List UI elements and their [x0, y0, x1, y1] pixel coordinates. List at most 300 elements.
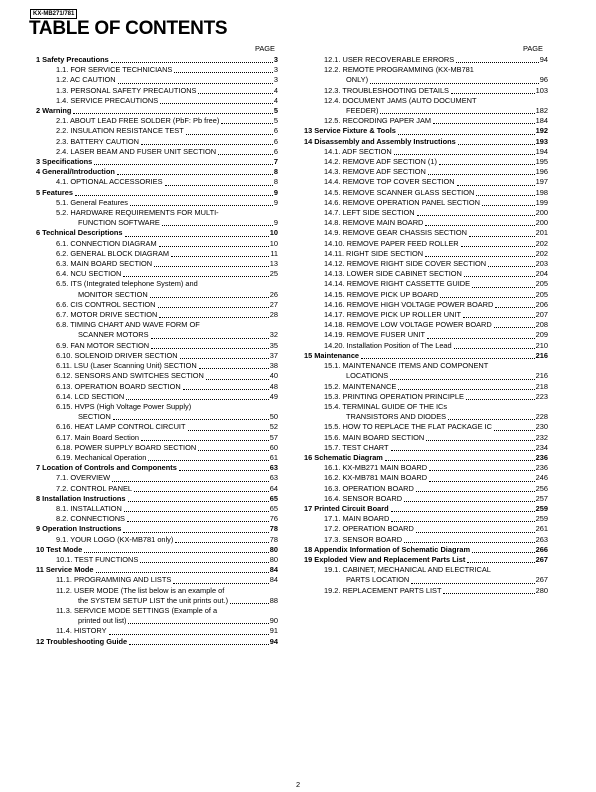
toc-entry-title: 6.15. HVPS (High Voltage Power Supply) — [56, 401, 192, 411]
toc-subsection-entry[interactable] — [36, 616, 278, 626]
toc-leader-dots — [165, 185, 273, 186]
page-column-header-right: PAGE — [523, 44, 543, 53]
toc-entry-title: 14.7. LEFT SIDE SECTION — [324, 208, 415, 218]
toc-subsection-entry[interactable] — [36, 147, 278, 157]
toc-page-number: 38 — [269, 361, 278, 371]
toc-subsection-entry[interactable] — [304, 422, 548, 432]
toc-entry-title: 12.1. USER RECOVERABLE ERRORS — [324, 55, 455, 64]
toc-page-number: 200 — [535, 218, 548, 228]
toc-section-entry[interactable] — [36, 188, 278, 198]
toc-entry-title: 19.1. CABINET, MECHANICAL AND ELECTRICAL — [324, 565, 491, 575]
toc-leader-dots — [221, 123, 273, 124]
toc-subsection-entry[interactable] — [36, 382, 278, 392]
toc-entry-title: 16 Schematic Diagram — [304, 452, 383, 462]
toc-page-number: 7 — [273, 157, 278, 167]
toc-section-entry[interactable] — [36, 167, 278, 177]
toc-entry-title: 15.1. MAINTENANCE ITEMS AND COMPONENT — [324, 361, 489, 371]
toc-entry-title: MONITOR SECTION — [78, 289, 148, 299]
toc-subsection-entry[interactable] — [304, 484, 548, 494]
toc-subsection-entry[interactable] — [36, 320, 278, 330]
toc-subsection-entry[interactable] — [36, 116, 278, 126]
toc-entry-title: 7.1. OVERVIEW — [56, 473, 111, 483]
toc-subsection-entry[interactable] — [304, 443, 548, 453]
toc-subsection-entry[interactable] — [36, 555, 278, 565]
toc-subsection-entry[interactable] — [36, 351, 278, 361]
toc-subsection-entry[interactable] — [304, 188, 548, 198]
toc-entry-title: 6.18. POWER SUPPLY BOARD SECTION — [56, 442, 197, 452]
toc-entry-title: 6.4. NCU SECTION — [56, 269, 122, 279]
toc-subsection-entry[interactable] — [304, 524, 548, 534]
toc-leader-dots — [416, 532, 535, 533]
toc-leader-dots — [183, 389, 269, 390]
toc-leader-dots — [448, 419, 535, 420]
toc-page-number: 182 — [535, 106, 548, 116]
toc-subsection-entry[interactable] — [304, 361, 548, 371]
toc-leader-dots — [175, 542, 268, 543]
toc-section-entry[interactable] — [36, 545, 278, 555]
toc-subsection-entry[interactable] — [304, 473, 548, 483]
toc-subsection-entry[interactable] — [304, 259, 548, 269]
toc-subsection-entry[interactable] — [304, 402, 548, 412]
toc-entry-title: 9.1. YOUR LOGO (KX-MB781 only) — [56, 534, 174, 544]
toc-leader-dots — [112, 481, 269, 482]
toc-leader-dots — [123, 276, 268, 277]
toc-subsection-entry[interactable] — [36, 484, 278, 494]
toc-page-number: 192 — [535, 126, 548, 136]
toc-subsection-entry[interactable] — [304, 167, 548, 177]
toc-subsection-entry[interactable] — [304, 320, 548, 330]
toc-entry-title: 14.8. REMOVE MAIN BOARD — [324, 218, 424, 228]
toc-subsection-entry[interactable] — [36, 412, 278, 422]
toc-entry-title: 1 Safety Precautions — [36, 55, 109, 64]
toc-entry-title: 14.3. REMOVE ADF SECTION — [324, 167, 426, 177]
toc-subsection-entry[interactable] — [36, 290, 278, 300]
toc-page-number: 80 — [269, 544, 278, 554]
toc-entry-title: 19 Exploded View and Replacement Parts List — [304, 554, 466, 564]
toc-page-number: 64 — [269, 483, 278, 493]
toc-entry-title: 14.6. REMOVE OPERATION PANEL SECTION — [324, 197, 480, 207]
toc-entry-title: 15.2. MAINTENANCE — [324, 381, 397, 391]
toc-page-number: 94 — [539, 55, 548, 64]
toc-subsection-entry[interactable] — [304, 249, 548, 259]
toc-subsection-entry[interactable] — [36, 177, 278, 187]
toc-leader-dots — [124, 511, 269, 512]
toc-page-number: 6 — [273, 146, 278, 156]
toc-subsection-entry[interactable] — [304, 269, 548, 279]
toc-page-number: 218 — [535, 381, 548, 391]
toc-entry-title: the SYSTEM SETUP LIST the unit prints out.) — [78, 595, 229, 605]
toc-entry-title: 11 Service Mode — [36, 565, 94, 575]
toc-page-number: 6 — [273, 126, 278, 136]
toc-leader-dots — [425, 225, 534, 226]
toc-leader-dots — [159, 317, 268, 318]
toc-subsection-entry[interactable] — [36, 596, 278, 606]
toc-subsection-entry[interactable] — [304, 290, 548, 300]
toc-leader-dots — [151, 338, 269, 339]
toc-subsection-entry[interactable] — [36, 269, 278, 279]
toc-page-number: 57 — [269, 432, 278, 442]
toc-subsection-entry[interactable] — [36, 198, 278, 208]
toc-subsection-entry[interactable] — [36, 126, 278, 136]
toc-leader-dots — [440, 297, 534, 298]
toc-subsection-entry[interactable] — [304, 514, 548, 524]
toc-entry-title: 9 Operation Instructions — [36, 524, 122, 534]
toc-leader-dots — [451, 93, 535, 94]
toc-subsection-entry[interactable] — [36, 259, 278, 269]
toc-subsection-entry[interactable] — [36, 208, 278, 218]
toc-subsection-entry[interactable] — [36, 392, 278, 402]
toc-subsection-entry[interactable] — [36, 402, 278, 412]
toc-entry-title: 3 Specifications — [36, 157, 93, 167]
toc-section-entry[interactable] — [304, 351, 548, 361]
toc-subsection-entry[interactable] — [304, 300, 548, 310]
toc-page-number: 194 — [535, 146, 548, 156]
toc-entry-title: 6.13. OPERATION BOARD SECTION — [56, 381, 181, 391]
toc-page-number: 216 — [535, 371, 548, 381]
toc-entry-title: PARTS LOCATION — [346, 575, 410, 585]
toc-entry-title: 6.2. GENERAL BLOCK DIAGRAM — [56, 248, 170, 258]
toc-leader-dots — [123, 532, 268, 533]
toc-entry-title: 14.15. REMOVE PICK UP BOARD — [324, 289, 439, 299]
toc-subsection-entry[interactable] — [304, 494, 548, 504]
page-title: TABLE OF CONTENTS — [29, 18, 228, 39]
toc-section-entry[interactable] — [304, 137, 548, 147]
toc-leader-dots — [180, 358, 269, 359]
toc-page-number: 103 — [535, 85, 548, 95]
toc-subsection-entry[interactable] — [36, 137, 278, 147]
toc-subsection-entry[interactable] — [36, 96, 278, 106]
toc-leader-dots — [426, 440, 534, 441]
toc-subsection-entry[interactable] — [36, 86, 278, 96]
toc-entry-title: 15.6. MAIN BOARD SECTION — [324, 432, 425, 442]
toc-subsection-entry[interactable] — [304, 147, 548, 157]
toc-subsection-entry[interactable] — [304, 106, 548, 116]
toc-subsection-entry[interactable] — [304, 279, 548, 289]
toc-subsection-entry[interactable] — [304, 75, 548, 85]
toc-entry-title: 8 Installation Instructions — [36, 493, 126, 503]
toc-page-number: 232 — [535, 432, 548, 442]
toc-subsection-entry[interactable] — [36, 218, 278, 228]
toc-subsection-entry[interactable] — [304, 116, 548, 126]
toc-leader-dots — [380, 113, 534, 114]
toc-entry-title: 17.3. SENSOR BOARD — [324, 534, 403, 544]
toc-entry-title: 12.3. TROUBLESHOOTING DETAILS — [324, 85, 449, 95]
toc-subsection-entry[interactable] — [36, 504, 278, 514]
toc-page-number: 35 — [269, 340, 278, 350]
toc-leader-dots — [472, 552, 535, 553]
toc-entry-title: 6.7. MOTOR DRIVE SECTION — [56, 310, 158, 320]
toc-subsection-entry[interactable] — [304, 218, 548, 228]
toc-page-number: 90 — [269, 616, 278, 626]
toc-page-number: 266 — [535, 544, 548, 554]
toc-entry-title: 8.2. CONNECTIONS — [56, 514, 125, 524]
page-number: 2 — [295, 780, 301, 789]
toc-section-entry[interactable] — [36, 494, 278, 504]
toc-entry-title: 12.4. DOCUMENT JAMS (AUTO DOCUMENT — [324, 95, 477, 105]
toc-subsection-entry[interactable] — [36, 341, 278, 351]
toc-subsection-entry[interactable] — [304, 535, 548, 545]
toc-leader-dots — [482, 205, 535, 206]
page-column-header-left: PAGE — [255, 44, 275, 53]
toc-subsection-entry[interactable] — [304, 65, 548, 75]
toc-leader-dots — [428, 174, 535, 175]
toc-entry-title: 14.14. REMOVE RIGHT CASSETTE GUIDE — [324, 279, 471, 289]
toc-leader-dots — [84, 552, 268, 553]
toc-subsection-entry[interactable] — [36, 249, 278, 259]
toc-section-entry[interactable] — [304, 453, 548, 463]
toc-page-number: 80 — [269, 554, 278, 564]
toc-leader-dots — [464, 276, 535, 277]
toc-page-number: 261 — [535, 524, 548, 534]
toc-page-number: 256 — [535, 483, 548, 493]
toc-page-number: 205 — [535, 279, 548, 289]
toc-entry-title: SCANNER MOTORS — [78, 330, 149, 340]
toc-entry-title: 14.16. REMOVE HIGH VOLTAGE POWER BOARD — [324, 299, 494, 309]
toc-section-entry[interactable] — [304, 504, 548, 514]
toc-subsection-entry[interactable] — [36, 65, 278, 75]
toc-leader-dots — [454, 348, 535, 349]
toc-subsection-entry[interactable] — [36, 606, 278, 616]
toc-leader-dots — [75, 195, 273, 196]
toc-subsection-entry[interactable] — [36, 422, 278, 432]
toc-subsection-entry[interactable] — [304, 392, 548, 402]
toc-page-number: 195 — [535, 157, 548, 167]
toc-entry-title: 14.4. REMOVE TOP COVER SECTION — [324, 177, 455, 187]
toc-leader-dots — [218, 154, 273, 155]
toc-subsection-entry[interactable] — [304, 86, 548, 96]
toc-section-entry[interactable] — [304, 555, 548, 565]
toc-entry-title: 2.2. INSULATION RESISTANCE TEST — [56, 126, 184, 136]
toc-entry-title: 6.1. CONNECTION DIAGRAM — [56, 238, 157, 248]
toc-page-number: 10 — [269, 238, 278, 248]
toc-page-number: 199 — [535, 197, 548, 207]
toc-subsection-entry[interactable] — [304, 565, 548, 575]
toc-section-entry[interactable] — [36, 228, 278, 238]
toc-page-number: 197 — [535, 177, 548, 187]
toc-page-number: 201 — [535, 228, 548, 238]
toc-leader-dots — [174, 72, 273, 73]
toc-subsection-entry[interactable] — [36, 443, 278, 453]
toc-entry-title: 1.4. SERVICE PRECAUTIONS — [56, 95, 159, 105]
toc-leader-dots — [158, 307, 269, 308]
toc-section-entry[interactable] — [36, 157, 278, 167]
toc-entry-title: 6.16. HEAT LAMP CONTROL CIRCUIT — [56, 422, 186, 432]
toc-page-number: 65 — [269, 493, 278, 503]
toc-subsection-entry[interactable] — [304, 198, 548, 208]
toc-subsection-entry[interactable] — [304, 463, 548, 473]
toc-entry-title: 6.3. MAIN BOARD SECTION — [56, 259, 153, 269]
toc-subsection-entry[interactable] — [36, 330, 278, 340]
toc-subsection-entry[interactable] — [36, 239, 278, 249]
toc-page-number: 28 — [269, 310, 278, 320]
toc-page-number: 236 — [535, 452, 548, 462]
toc-subsection-entry[interactable] — [36, 575, 278, 585]
toc-page-number: 27 — [269, 299, 278, 309]
toc-page-number: 26 — [269, 289, 278, 299]
toc-page-number: 63 — [269, 473, 278, 483]
toc-leader-dots — [171, 256, 269, 257]
toc-subsection-entry[interactable] — [304, 575, 548, 585]
toc-page-number: 78 — [269, 534, 278, 544]
toc-entry-title: 2.3. BATTERY CAUTION — [56, 136, 139, 146]
toc-subsection-entry[interactable] — [36, 535, 278, 545]
toc-page-number: 202 — [535, 248, 548, 258]
toc-subsection-entry[interactable] — [36, 453, 278, 463]
toc-entry-title: 11.1. PROGRAMMING AND LISTS — [56, 575, 172, 585]
toc-entry-title: 14.19. REMOVE FUSER UNIT — [324, 330, 426, 340]
toc-page-number: 223 — [535, 391, 548, 401]
toc-leader-dots — [429, 470, 535, 471]
toc-leader-dots — [140, 562, 268, 563]
toc-entry-title: 19.2. REPLACEMENT PARTS LIST — [324, 585, 442, 595]
toc-entry-title: 7.2. CONTROL PANEL — [56, 483, 132, 493]
toc-subsection-entry[interactable] — [36, 371, 278, 381]
toc-leader-dots — [456, 62, 539, 63]
toc-subsection-entry[interactable] — [304, 341, 548, 351]
toc-subsection-entry[interactable] — [304, 586, 548, 596]
toc-leader-dots — [141, 144, 273, 145]
toc-page-number: 50 — [269, 412, 278, 422]
toc-leader-dots — [128, 501, 269, 502]
toc-subsection-entry[interactable] — [304, 239, 548, 249]
toc-page-number: 65 — [269, 503, 278, 513]
toc-entry-title: 1.2. AC CAUTION — [56, 75, 116, 85]
toc-leader-dots — [391, 511, 535, 512]
toc-page-number: 9 — [273, 218, 278, 228]
toc-page-number: 205 — [535, 289, 548, 299]
toc-entry-title: FEEDER) — [346, 106, 379, 116]
toc-leader-dots — [129, 644, 269, 645]
toc-entry-title: 4.1. OPTIONAL ACCESSORIES — [56, 177, 163, 187]
toc-leader-dots — [151, 348, 269, 349]
toc-subsection-entry[interactable] — [304, 55, 548, 65]
toc-subsection-entry[interactable] — [36, 310, 278, 320]
toc-leader-dots — [186, 134, 273, 135]
toc-page-number: 228 — [535, 412, 548, 422]
toc-subsection-entry[interactable] — [36, 626, 278, 636]
toc-entry-title: 7 Location of Controls and Components — [36, 463, 177, 473]
toc-section-entry[interactable] — [36, 463, 278, 473]
toc-subsection-entry[interactable] — [36, 361, 278, 371]
toc-entry-title: 14.17. REMOVE PICK UP ROLLER UNIT — [324, 310, 462, 320]
toc-page-number: 84 — [269, 565, 278, 575]
toc-entry-title: 6.17. Main Board Section — [56, 432, 139, 442]
toc-subsection-entry[interactable] — [304, 157, 548, 167]
toc-entry-title: 6.19. Mechanical Operation — [56, 452, 147, 462]
toc-page-number: 198 — [535, 187, 548, 197]
toc-leader-dots — [150, 297, 269, 298]
toc-leader-dots — [494, 430, 535, 431]
toc-entry-title: 5.2. HARDWARE REQUIREMENTS FOR MULTI- — [56, 208, 219, 218]
toc-page-number: 210 — [535, 340, 548, 350]
toc-section-entry[interactable] — [36, 637, 278, 647]
toc-subsection-entry[interactable] — [304, 433, 548, 443]
toc-subsection-entry[interactable] — [304, 412, 548, 422]
toc-subsection-entry[interactable] — [36, 279, 278, 289]
toc-subsection-entry[interactable] — [36, 514, 278, 524]
toc-section-entry[interactable] — [304, 545, 548, 555]
toc-subsection-entry[interactable] — [36, 300, 278, 310]
toc-leader-dots — [126, 399, 269, 400]
toc-page-number: 78 — [269, 524, 278, 534]
toc-entry-title: 16.4. SENSOR BOARD — [324, 493, 403, 503]
toc-entry-title: 1.1. FOR SERVICE TECHNICIANS — [56, 65, 173, 75]
toc-entry-title: 2 Warning — [36, 106, 72, 116]
toc-subsection-entry[interactable] — [304, 177, 548, 187]
toc-page-number: 76 — [269, 514, 278, 524]
toc-section-entry[interactable] — [36, 106, 278, 116]
toc-page-number: 209 — [535, 330, 548, 340]
toc-subsection-entry[interactable] — [304, 371, 548, 381]
toc-page-number: 259 — [535, 514, 548, 524]
toc-entry-title: 6.12. SENSORS AND SWITCHES SECTION — [56, 371, 204, 381]
toc-entry-title: 13 Service Fixture & Tools — [304, 126, 396, 136]
toc-leader-dots — [488, 266, 535, 267]
toc-leader-dots — [361, 358, 535, 359]
toc-subsection-entry[interactable] — [304, 208, 548, 218]
toc-subsection-entry[interactable] — [36, 75, 278, 85]
toc-leader-dots — [188, 430, 269, 431]
toc-right-column — [304, 55, 548, 596]
toc-entry-title: 14.13. LOWER SIDE CABINET SECTION — [324, 269, 462, 279]
toc-page-number: 246 — [535, 473, 548, 483]
toc-leader-dots — [128, 623, 268, 624]
toc-section-entry[interactable] — [304, 126, 548, 136]
toc-page-number: 9 — [273, 197, 278, 207]
toc-page-number: 84 — [269, 575, 278, 585]
model-label: KX-MB271/781 — [30, 9, 77, 19]
toc-subsection-entry[interactable] — [304, 228, 548, 238]
toc-subsection-entry[interactable] — [36, 473, 278, 483]
toc-page-number: 8 — [273, 177, 278, 187]
toc-page-number: 52 — [269, 422, 278, 432]
toc-section-entry[interactable] — [36, 565, 278, 575]
toc-page-number: 206 — [535, 299, 548, 309]
toc-entry-title: 14.10. REMOVE PAPER FEED ROLLER — [324, 238, 459, 248]
toc-entry-title: LOCATIONS — [346, 371, 389, 381]
toc-page-number: 259 — [535, 503, 548, 513]
toc-subsection-entry[interactable] — [304, 96, 548, 106]
toc-section-entry[interactable] — [36, 55, 278, 65]
toc-page-number: 3 — [273, 65, 278, 75]
toc-entry-title: 15.3. PRINTING OPERATION PRINCIPLE — [324, 391, 464, 401]
toc-subsection-entry[interactable] — [304, 382, 548, 392]
toc-subsection-entry[interactable] — [36, 586, 278, 596]
toc-page-number: 32 — [269, 330, 278, 340]
toc-section-entry[interactable] — [36, 524, 278, 534]
toc-leader-dots — [429, 481, 535, 482]
toc-subsection-entry[interactable] — [304, 310, 548, 320]
toc-leader-dots — [94, 164, 273, 165]
toc-leader-dots — [127, 521, 269, 522]
toc-entry-title: 15.7. TEST CHART — [324, 442, 389, 452]
toc-subsection-entry[interactable] — [304, 330, 548, 340]
toc-page-number: 193 — [535, 136, 548, 146]
toc-entry-title: 14.2. REMOVE ADF SECTION (1) — [324, 157, 437, 167]
toc-entry-title: 14.12. REMOVE RIGHT SIDE COVER SECTION — [324, 259, 487, 269]
toc-entry-title: 6 Technical Descriptions — [36, 228, 123, 238]
toc-subsection-entry[interactable] — [36, 433, 278, 443]
toc-leader-dots — [467, 562, 534, 563]
toc-page-number: 88 — [269, 595, 278, 605]
toc-leader-dots — [411, 583, 534, 584]
toc-entry-title: 11.3. SERVICE MODE SETTINGS (Example of a — [56, 605, 218, 615]
toc-leader-dots — [416, 491, 535, 492]
toc-entry-title: 15 Maintenance — [304, 350, 360, 360]
toc-page-number: 234 — [535, 442, 548, 452]
toc-leader-dots — [148, 460, 268, 461]
toc-entry-title: printed out list) — [78, 616, 127, 626]
